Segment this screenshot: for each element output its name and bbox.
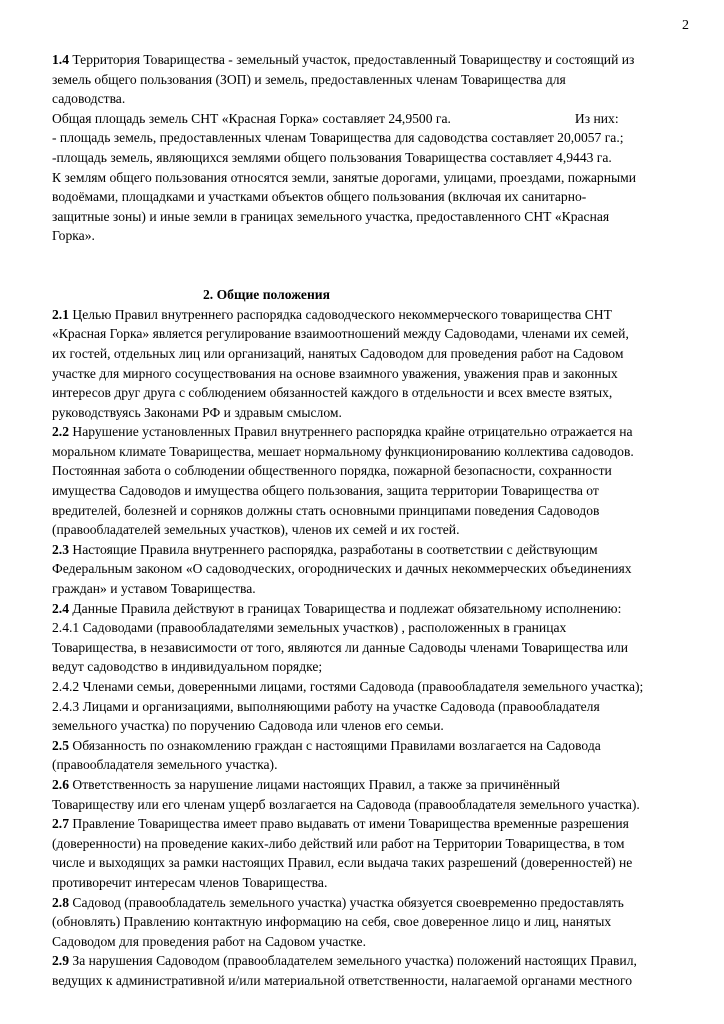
page-number: 2: [682, 18, 689, 33]
text-line: «Красная Горка» является регулирование взаимоотношений между Садоводами, членами их семей,: [52, 326, 629, 342]
section-heading: 2. Общие положения: [203, 287, 330, 303]
text-line: земельного участка) по поручению Садовода или членов его семьи.: [52, 718, 444, 734]
text-line: Общая площадь земель СНТ «Красная Горка» составляет 24,9500 га. Из них:: [52, 110, 619, 126]
clause-number: 2.3: [52, 541, 69, 557]
section-2-9: [52, 951, 692, 990]
text-line: 2.7 Правление Товарищества имеет право выдавать от имени Товарищества временные разрешения: [52, 816, 629, 832]
clause-number: 2.7: [52, 816, 69, 832]
text-line: участке для мирного сосуществования на основе взаимного уважения, уважения прав и законных: [52, 365, 618, 381]
text-line: - площадь земель, предоставленных членам Товарищества для садоводства составляет 20,0057 га.;: [52, 130, 624, 146]
text-line: их гостей, отдельных лиц или организаций, нанятых Садоводом для проведения работ на Садовом: [52, 345, 624, 361]
section-2-5: [52, 736, 692, 775]
text-line: 1.4 Территория Товарищества - земельный участок, предоставленный Товариществу и состоящий из: [52, 52, 635, 67]
clause-number: 2.4: [52, 600, 69, 616]
text-line: 2.4.1 Садоводами (правообладателями земельных участков) , расположенных в границах: [52, 620, 567, 636]
text-line: земель общего пользования (ЗОП) и земель, предоставленных членам Товарищества для: [52, 71, 566, 87]
text-line: Постоянная забота о соблюдении общественного порядка, пожарной безопасности, сохранности: [52, 463, 612, 479]
text-line: имущества Садоводов и имущества общего пользования, защита территории Товарищества от: [52, 483, 599, 499]
document-body: [52, 50, 692, 991]
text-line: моральном климате Товарищества, мешает нормальному функционированию коллектива садоводов.: [52, 443, 634, 459]
text-line: 2.5 Обязанность по ознакомлению граждан с настоящими Правилами возлагается на Садовода: [52, 737, 601, 753]
text-line: К землям общего пользования относятся земли, занятые дорогами, улицами, проездами, пожарными: [52, 169, 636, 185]
section-2-2: [52, 422, 692, 540]
text-line: защитные зоны) и иные земли в границах земельного участка, предоставленного СНТ «Красная: [52, 208, 610, 224]
text-line: ведущих к административной и/или материальной ответственности, налагаемой органами местного: [52, 972, 633, 988]
text-line: 2.6 Ответственность за нарушение лицами настоящих Правил, а также за причинённый: [52, 776, 560, 792]
section-2-8: [52, 893, 692, 952]
text-line: числе и выходящих за рамки настоящих Правил, если выдача таких разрешений (доверенностей) не: [52, 855, 633, 871]
text-line: (правообладателей земельных участков), членов их семей и их гостей.: [52, 522, 460, 538]
text-line: 2.4 Данные Правила действуют в границах Товарищества и подлежат обязательному исполнению:: [52, 600, 622, 616]
text-line: садоводства.: [52, 91, 126, 107]
text-line: 2.2 Нарушение установленных Правил внутреннего распорядка крайне отрицательно отражается на: [52, 424, 633, 440]
clause-number: 2.5: [52, 737, 69, 753]
clause-number: 2.6: [52, 776, 69, 792]
text-line: Товариществу или его членам ущерб возлагается на Садовода (правообладателя земельного участка).: [52, 796, 640, 812]
text-line: вредителей, болезней и сорняков должны стать основными принципами поведения Садоводов: [52, 502, 600, 518]
text-line: противоречит интересам членов Товарищества.: [52, 874, 328, 890]
text-line: (доверенности) на проведение каких-либо действий или работ на Территории Товарищества, в том: [52, 835, 625, 851]
text-line: 2.9 За нарушения Садоводом (правообладателем земельного участка) положений настоящих Правил,: [52, 953, 637, 969]
text-line: Горка».: [52, 228, 95, 244]
text-line: 2.3 Настоящие Правила внутреннего распорядка, разработаны в соответствии с действующим: [52, 541, 598, 557]
text-line: -площадь земель, являющихся землями общего пользования Товарищества составляет 4,9443 га.: [52, 149, 612, 165]
text-line: интересов друг друга с соблюдением обязанностей каждого в отдельности и всех вместе взятых,: [52, 385, 613, 401]
text-line: 2.4.3 Лицами и организациями, выполняющими работу на участке Садовода (правообладателя: [52, 698, 600, 714]
text-line: ведут садоводство в индивидуальном порядке;: [52, 659, 323, 675]
clause-number: 2.1: [52, 306, 69, 322]
section-2-1: [52, 305, 692, 423]
text-line: Садоводом для проведения работ на Садовом участке.: [52, 933, 366, 949]
section-2-7: [52, 814, 692, 892]
text-line: Федеральным законом «О садоводческих, огороднических и дачных некоммерческих объединениях: [52, 561, 632, 577]
text-line: 2.4.2 Членами семьи, доверенными лицами, гостями Садовода (правообладателя земельного участка);: [52, 679, 644, 694]
text-line: водоёмами, площадками и участками объектов общего пользования (включая их санитарно-: [52, 189, 587, 205]
section-1-4: [52, 50, 692, 246]
text-line: руководствуясь Законами РФ и здравым смыслом.: [52, 404, 342, 420]
section-2-6: [52, 775, 692, 814]
clause-number: 2.2: [52, 424, 69, 440]
clause-number: 2.9: [52, 953, 69, 969]
clause-number: 1.4: [52, 52, 69, 67]
clause-number: 2.8: [52, 894, 69, 910]
text-line: (правообладателя земельного участка).: [52, 757, 278, 773]
text-line: Товарищества, в независимости от того, являются ли данные Садоводы членами Товарищества или: [52, 639, 629, 655]
section-2-3: [52, 540, 692, 599]
text-line: граждан» и уставом Товарищества.: [52, 581, 256, 597]
text-line: 2.8 Садовод (правообладатель земельного участка) участка обязуется своевременно предоставлять: [52, 894, 624, 910]
text-line: (обновлять) Правлению контактную информацию на себя, свое доверенное лицо и лиц, нанятых: [52, 914, 612, 930]
blank-space: [52, 246, 692, 285]
text-line: 2.1 Целью Правил внутреннего распорядка садоводческого некоммерческого товарищества СНТ: [52, 306, 612, 322]
section-2-4: [52, 599, 692, 736]
